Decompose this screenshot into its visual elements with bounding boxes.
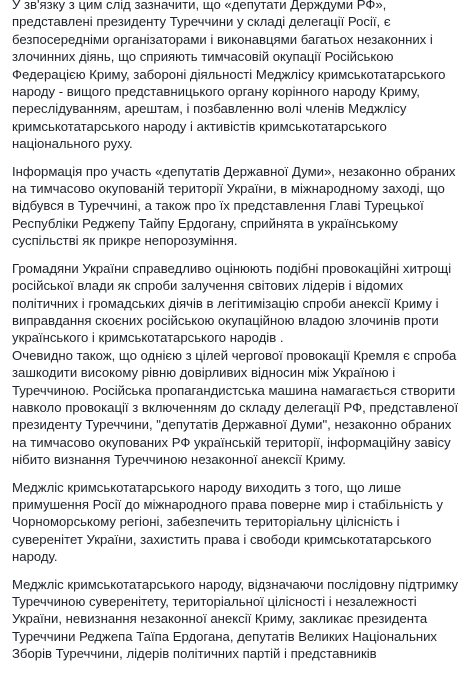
paragraph-5 xyxy=(12,576,461,663)
text-line: Меджліс кримськотатарського народу виходить з того, що лише xyxy=(12,479,402,495)
text-line: безпосередніми організаторами і виконавцями багатьох незаконних і xyxy=(12,31,433,47)
paragraph-3 xyxy=(12,260,461,469)
text-line: народу - вищого представницького органу корінного народу Криму, xyxy=(12,84,420,100)
text-line: народу. xyxy=(12,549,58,565)
text-line: відбувся в Туреччині, а також про їх представлення Главі Турецької xyxy=(12,198,424,214)
text-line: У зв'язку з цим слід зазначити, що «депутати Держдуми РФ», xyxy=(12,0,387,12)
text-line: переслідуванням, арештам, і позбавленню волі членів Меджлісу xyxy=(12,101,407,117)
text-line: нібито визнання Туреччиною незаконної анексії Криму. xyxy=(12,452,346,468)
text-line: Меджліс кримськотатарського народу, відзначаючи послідовну підтримку xyxy=(12,576,459,592)
text-line: російської влади як спроби залучення світових лідерів і відомих xyxy=(12,278,404,294)
paragraph-1 xyxy=(12,0,461,153)
text-line: виправдання скоєних російською окупаційною владою злочинів проти xyxy=(12,312,439,328)
paragraph-4 xyxy=(12,479,461,566)
text-line: українського і кримськотатарського народів . xyxy=(12,330,284,346)
text-line: Зборів Туреччини, лідерів політичних партій і представників xyxy=(12,646,377,662)
text-line: Федерацією Криму, забороні діяльності Меджлісу кримськотатарського xyxy=(12,66,446,82)
text-line: Республіки Реджепу Тайпу Ердогану, сприйнята в українському xyxy=(12,215,398,231)
text-line: злочинних діянь, що сприяють тимчасовій окупації Російською xyxy=(12,49,394,65)
text-line: зашкодити високому рівню довірливих відносин між Україною і xyxy=(12,365,396,381)
text-line: політичних і громадських діячів в легітимізацію спроби анексії Криму і xyxy=(12,295,439,311)
text-line: національного руху. xyxy=(12,136,133,152)
text-line: суспільстві як прикре непорозуміння. xyxy=(12,233,238,249)
text-line: Туреччини Реджепа Таїпа Ердогана, депутатів Великих Національних xyxy=(12,628,437,644)
text-line: Інформація про участь «депутатів Державної Думи», незаконно обраних xyxy=(12,163,456,179)
paragraph-2 xyxy=(12,163,461,250)
text-line: України, невизнання незаконної анексії Криму, закликає президента xyxy=(12,611,428,627)
text-line: на тимчасово окупованій території України, в міжнародному заході, що xyxy=(12,181,445,197)
text-line: представлені президенту Туреччини у складі делегації Росії, є xyxy=(12,14,391,30)
text-line: Чорноморському регіоні, забезпечить територіальну цілісність і xyxy=(12,514,400,530)
text-line: на тимчасово окупованих РФ українській території, інформаційну завісу xyxy=(12,434,451,450)
text-line: президенту Туреччини, "депутатів Державної Думи", незаконно обраних xyxy=(12,417,452,433)
text-line: суверенітет України, захистить права і свободи кримськотатарського xyxy=(12,531,432,547)
text-line: Туреччиною. Російська пропагандистська машина намагається створити xyxy=(12,382,456,398)
text-line: Туреччиною суверенітету, територіальної цілісності і незалежності xyxy=(12,594,417,609)
text-line: примушення Росії до міжнародного права поверне мир і стабільність у xyxy=(12,496,443,512)
text-line: Громадяни України справедливо оцінюють подібні провокаційні хитрощі xyxy=(12,260,452,276)
text-line: навколо провокації з включенням до складу делегації РФ, представленої xyxy=(12,399,459,415)
text-line: кримськотатарського народу і активістів кримськотатарського xyxy=(12,118,387,134)
text-line: Очевидно також, що однією з цілей чергової провокації Кремля є спроба xyxy=(12,347,457,363)
